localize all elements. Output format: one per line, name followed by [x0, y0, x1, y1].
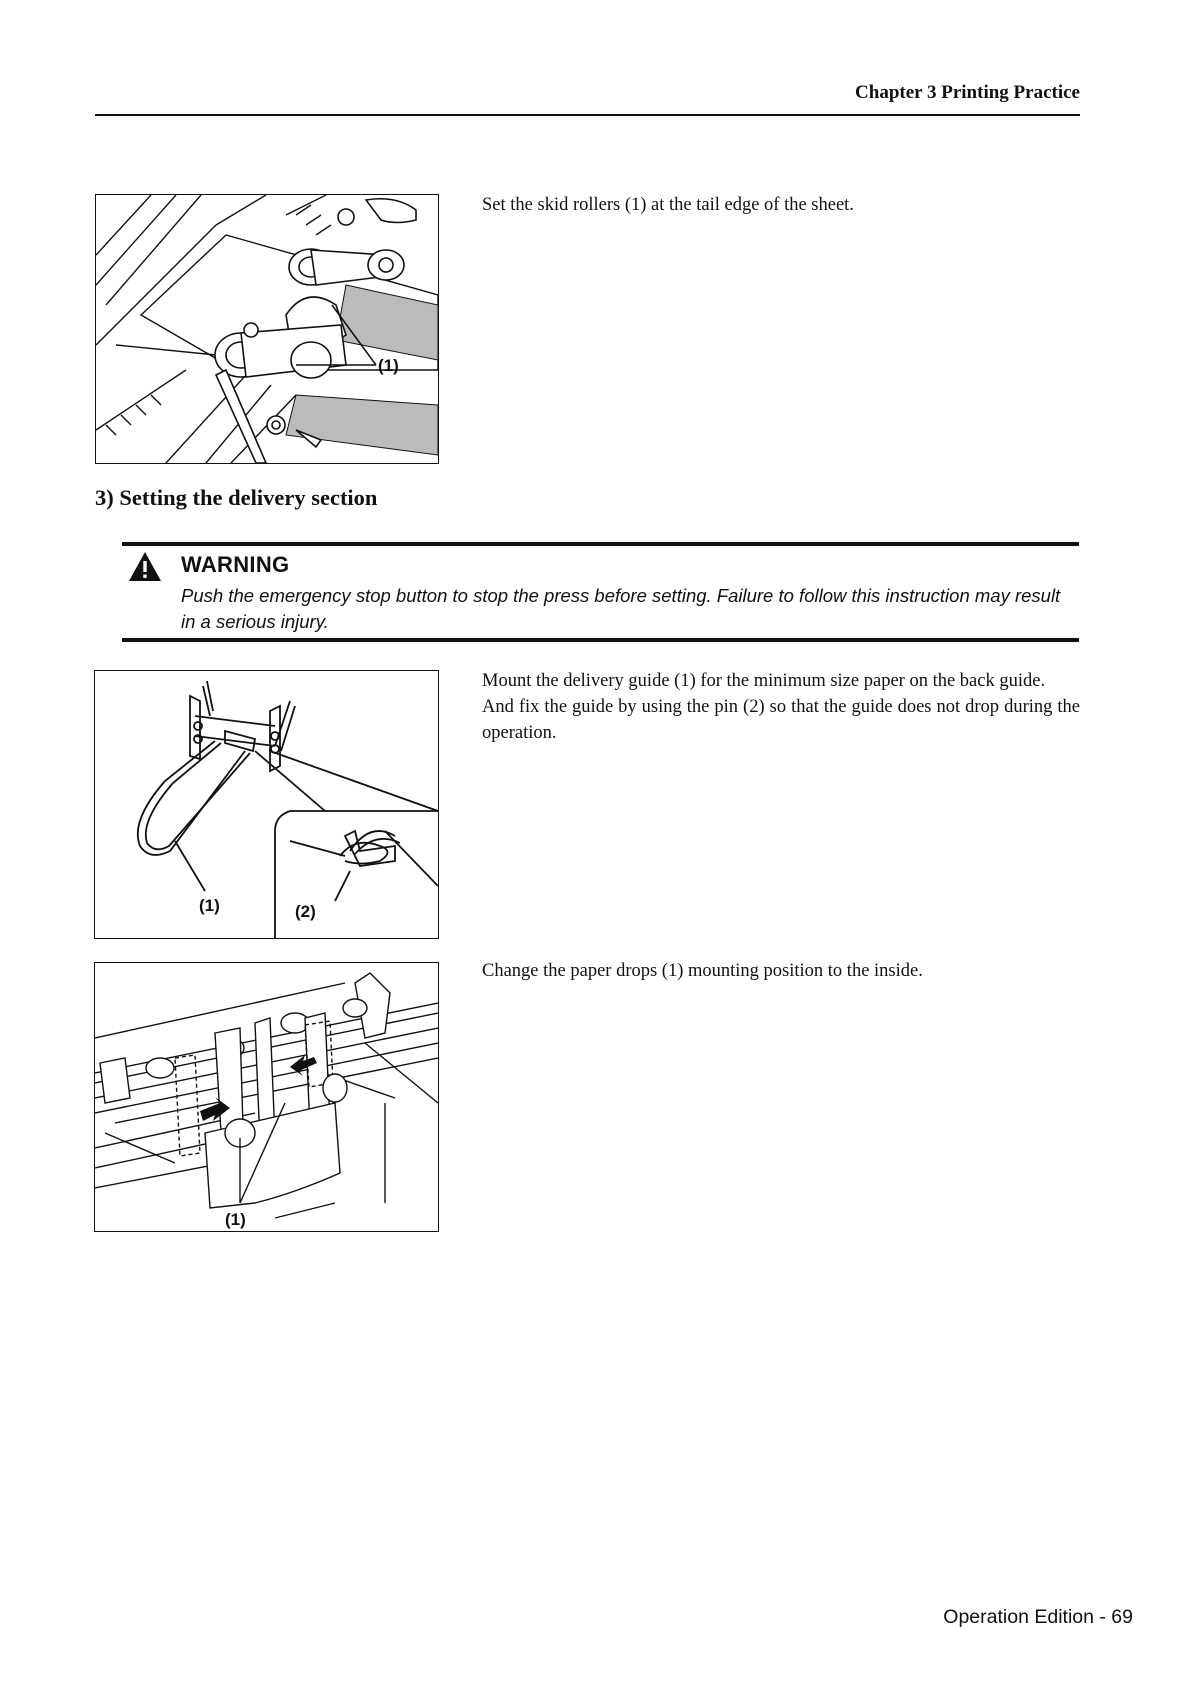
warning-title: WARNING: [181, 552, 290, 577]
figure-callout-2: (2): [295, 902, 316, 921]
step3-instruction: Change the paper drops (1) mounting position to the inside.: [482, 961, 923, 981]
skid-roller-figure: [95, 194, 439, 464]
warning-rule-top: [122, 542, 1079, 546]
step2-instruction: [482, 668, 1080, 746]
warning-triangle-icon: [128, 551, 162, 582]
step1-instruction: Set the skid rollers (1) at the tail edge of the sheet.: [482, 195, 854, 215]
paper-drops-figure: [94, 962, 439, 1232]
warning-text: Push the emergency stop button to stop the press before setting. Failure to follow this instruction may result in a serious injury.: [181, 585, 1061, 632]
header-rule: [95, 114, 1080, 116]
delivery-guide-figure: [94, 670, 439, 939]
figure-callout-1: (1): [378, 356, 399, 375]
step2-line1: Mount the delivery guide (1) for the minimum size paper on the back guide.: [482, 671, 1046, 691]
figure-callout-1: (1): [199, 896, 220, 915]
chapter-header: Chapter 3 Printing Practice: [855, 82, 1080, 103]
figure-callout-1: (1): [225, 1210, 246, 1229]
step2-line2: And fix the guide by using the pin (2) so that the guide does not drop during the operation.: [482, 697, 1080, 743]
page-footer: Operation Edition - 69: [943, 1606, 1133, 1628]
section-heading: 3) Setting the delivery section: [95, 485, 378, 510]
warning-rule-bottom: [122, 638, 1079, 642]
